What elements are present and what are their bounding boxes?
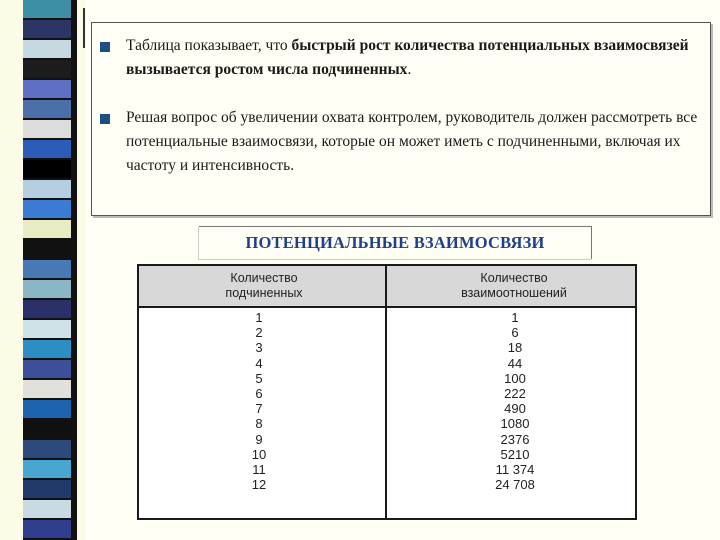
table-cell-subordinates: 8 [255,416,263,432]
stripe [23,160,71,180]
table-cell-subordinates: 1 [255,310,263,325]
header-relationships-line-2: взаимоотношений [461,286,567,300]
stripe [23,400,71,420]
table-cell-subordinates: 4 [255,355,263,371]
stripe [23,260,71,280]
table-cell-relationships: 1 [511,310,519,325]
table-cell-subordinates: 11 [252,461,266,477]
table-cell-relationships: 100 [504,370,526,386]
table-cell-relationships: 2376 [500,431,530,447]
stripe [23,340,71,360]
stripe [23,100,71,120]
table-cell-subordinates: 9 [255,431,263,447]
stripe [23,360,71,380]
table-cell-subordinates: 7 [255,401,263,417]
bullet-1-text-bold: быстрый рост количества потенциальных взаимосвязей вызывается ростом числа подчиненных [126,37,689,78]
stripe [23,220,71,240]
bullet-1-text-start: Таблица показывает, что [126,37,292,54]
stripe [23,40,71,60]
stripe [23,300,71,320]
subordinates-column [229,310,289,492]
stripe [23,240,71,260]
relationships-column [479,310,551,492]
stripe [23,380,71,400]
header-subordinates-line-2: подчиненных [225,286,303,300]
table-cell-relationships: 1080 [500,416,530,432]
square-bullet-icon [100,42,110,52]
stripe [23,440,71,460]
table-cell-relationships: 5210 [500,446,530,462]
table-cell-relationships: 6 [511,325,519,341]
header-relationships [429,271,599,301]
stripe [23,120,71,140]
stripe [23,180,71,200]
stripe [23,500,71,520]
table-cell-subordinates: 3 [255,340,263,356]
corner-line [83,8,85,48]
table-header [139,266,635,308]
table-cell-subordinates: 10 [251,446,267,462]
table-cell-relationships: 11 374 [495,461,535,477]
column-divider [385,266,387,518]
bullet-2-text: Решая вопрос об увеличении охвата контролем, руководитель должен рассмотреть все потенциальные взаимосвязи, которые он может иметь с подчиненными, включая их частоту и интенсивность. [126,109,698,174]
text-box [91,22,711,216]
table-cell-relationships: 24 708 [495,477,535,493]
decorative-stripe-bar [23,0,71,540]
table-cell-relationships: 44 [507,355,523,371]
stripe [23,280,71,300]
table-cell-relationships: 18 [507,340,523,356]
stripe [23,140,71,160]
header-subordinates [199,271,329,301]
table-cell-subordinates: 12 [251,477,267,493]
header-relationships-line-1: Количество [480,271,548,285]
stripe [23,520,71,540]
table-cell-relationships: 222 [504,385,526,401]
header-subordinates-line-1: Количество [230,271,298,285]
stripe [23,60,71,80]
table-cell-subordinates: 5 [255,370,263,386]
stripe [23,460,71,480]
stripe [23,420,71,440]
square-bullet-icon [100,114,110,124]
table-title-box [199,226,592,259]
table-title: ПОТЕНЦИАЛЬНЫЕ ВЗАИМОСВЯЗИ [245,233,545,252]
relationships-table [137,264,637,520]
bullet-1-text-end: . [407,61,412,78]
stripe-shadow [71,0,77,540]
stripe [23,80,71,100]
table-cell-relationships: 490 [504,401,526,417]
stripe [23,320,71,340]
bullet-item-2 [126,106,698,178]
stripe [23,0,71,20]
table-cell-subordinates: 2 [255,325,263,341]
stripe [23,200,71,220]
stripe [23,20,71,40]
table-cell-subordinates: 6 [255,385,263,401]
stripe [23,480,71,500]
bullet-item-1 [126,34,698,82]
